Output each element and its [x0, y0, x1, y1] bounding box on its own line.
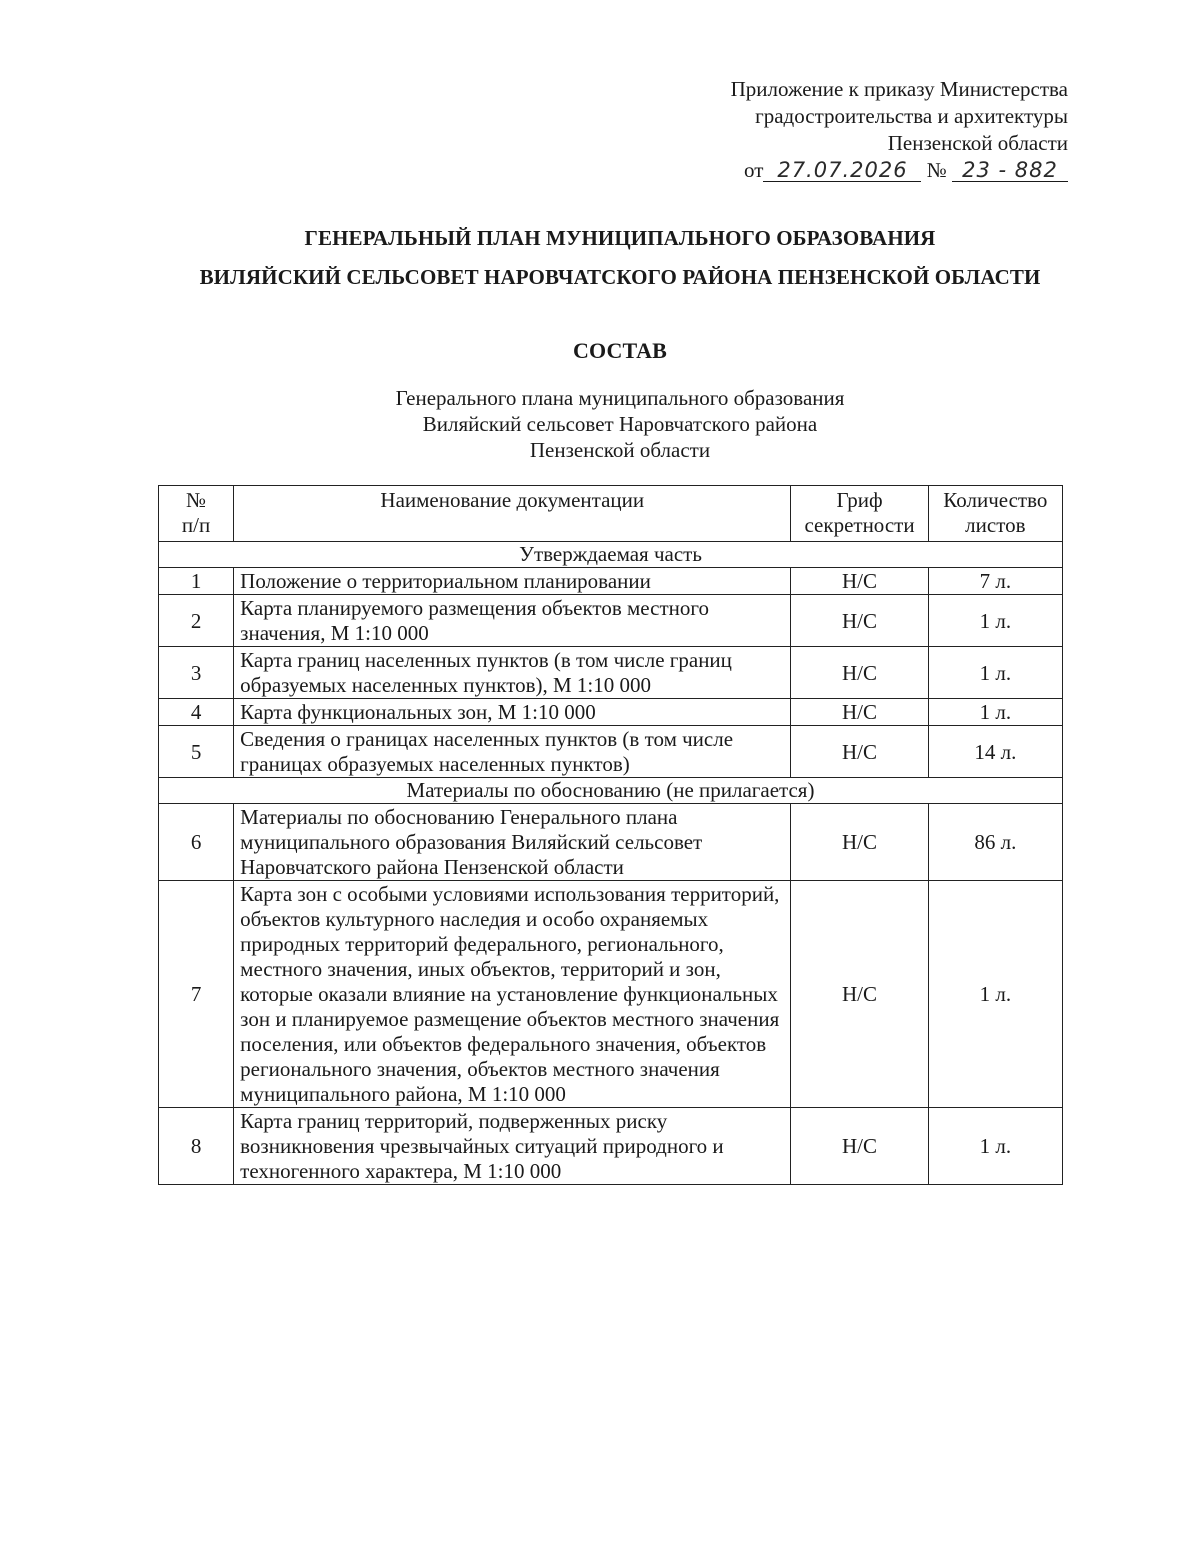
- from-prefix: от: [744, 158, 764, 182]
- table-row: [159, 647, 1063, 699]
- row-qty: 86 л.: [928, 804, 1062, 881]
- table-row: [159, 881, 1063, 1108]
- row-name: Карта функциональных зон, М 1:10 000: [234, 699, 791, 726]
- header-num: [159, 486, 234, 542]
- row-qty: 1 л.: [928, 699, 1062, 726]
- row-grif: Н/С: [791, 1108, 928, 1185]
- header-grif: [791, 486, 928, 542]
- row-qty: 1 л.: [928, 595, 1062, 647]
- row-name: Карта границ населенных пунктов (в том числе границ образуемых населенных пунктов), М 1:10 000: [234, 647, 791, 699]
- header-qty: [928, 486, 1062, 542]
- subtitle-line-3: Пензенской области: [529, 438, 711, 462]
- row-num: 5: [159, 726, 234, 778]
- subtitle-line-1: Генерального плана муниципального образования: [395, 386, 845, 410]
- table-header-row: [159, 486, 1063, 542]
- row-name: Сведения о границах населенных пунктов (в том числе границах образуемых населенных пунктов): [234, 726, 791, 778]
- row-name: Положение о территориальном планировании: [234, 568, 791, 595]
- row-grif: Н/С: [791, 595, 928, 647]
- row-qty: 7 л.: [928, 568, 1062, 595]
- subtitle: [20, 385, 1200, 463]
- row-num: 4: [159, 699, 234, 726]
- section-label-materials: Материалы по обоснованию (не прилагается): [159, 778, 1063, 804]
- row-qty: 14 л.: [928, 726, 1062, 778]
- row-num: 2: [159, 595, 234, 647]
- document-title-line-1: ГЕНЕРАЛЬНЫЙ ПЛАН МУНИЦИПАЛЬНОГО ОБРАЗОВАНИЯ: [304, 226, 936, 250]
- row-grif: Н/С: [791, 804, 928, 881]
- row-qty: 1 л.: [928, 881, 1062, 1108]
- section-label-approved: Утверждаемая часть: [159, 542, 1063, 568]
- subtitle-line-2: Виляйский сельсовет Наровчатского района: [422, 412, 818, 436]
- row-qty: 1 л.: [928, 1108, 1062, 1185]
- handwritten-date: 27.07.2026: [763, 159, 921, 182]
- composition-table: [158, 485, 1063, 1185]
- row-name: Карта границ территорий, подверженных риску возникновения чрезвычайных ситуаций природного и техногенного характера, М 1:10 000: [234, 1108, 791, 1185]
- section-row-approved: [159, 542, 1063, 568]
- header-grif-line-1: Гриф: [836, 488, 883, 512]
- appendix-header: [731, 76, 1068, 184]
- row-num: 1: [159, 568, 234, 595]
- row-grif: Н/С: [791, 647, 928, 699]
- row-num: 6: [159, 804, 234, 881]
- appendix-line-1: Приложение к приказу Министерства: [730, 77, 1068, 101]
- document-title-line-2: ВИЛЯЙСКИЙ СЕЛЬСОВЕТ НАРОВЧАТСКОГО РАЙОНА ПЕНЗЕНСКОЙ ОБЛАСТИ: [199, 265, 1041, 289]
- row-name: Карта зон с особыми условиями использования территорий, объектов культурного наследия и особо охраняемых природных территорий федерального, регионального, местного значения, иных объектов, территорий и зон, которые оказали влияние на установление функциональных зон и планируемое размещение объектов местного значения поселения, или объектов федерального значения, объектов регионального значения, объектов местного значения муниципального района, М 1:10 000: [234, 881, 791, 1108]
- header-grif-line-2: секретности: [804, 513, 915, 537]
- row-name: Карта планируемого размещения объектов местного значения, М 1:10 000: [234, 595, 791, 647]
- row-grif: Н/С: [791, 726, 928, 778]
- row-grif: Н/С: [791, 699, 928, 726]
- handwritten-number: 23 - 882: [952, 159, 1068, 182]
- number-prefix: №: [926, 158, 947, 182]
- table-row: [159, 699, 1063, 726]
- row-qty: 1 л.: [928, 647, 1062, 699]
- table-row: [159, 568, 1063, 595]
- header-num-line-1: №: [186, 488, 207, 512]
- row-num: 8: [159, 1108, 234, 1185]
- table-row: [159, 804, 1063, 881]
- row-num: 7: [159, 881, 234, 1108]
- header-qty-line-1: Количество: [943, 488, 1048, 512]
- section-heading: СОСТАВ: [573, 338, 667, 363]
- row-name: Материалы по обоснованию Генерального плана муниципального образования Виляйский сельсовет Наровчатского района Пензенской области: [234, 804, 791, 881]
- table-row: [159, 595, 1063, 647]
- header-num-line-2: п/п: [181, 513, 211, 537]
- row-grif: Н/С: [791, 568, 928, 595]
- appendix-order-line: [731, 157, 1068, 184]
- table-row: [159, 1108, 1063, 1185]
- appendix-line-2: градостроительства и архитектуры: [755, 104, 1068, 128]
- row-grif: Н/С: [791, 881, 928, 1108]
- table-row: [159, 726, 1063, 778]
- header-name: Наименование документации: [234, 486, 791, 542]
- header-qty-line-2: листов: [965, 513, 1026, 537]
- section-row-materials: [159, 778, 1063, 804]
- appendix-line-3: Пензенской области: [887, 131, 1068, 155]
- row-num: 3: [159, 647, 234, 699]
